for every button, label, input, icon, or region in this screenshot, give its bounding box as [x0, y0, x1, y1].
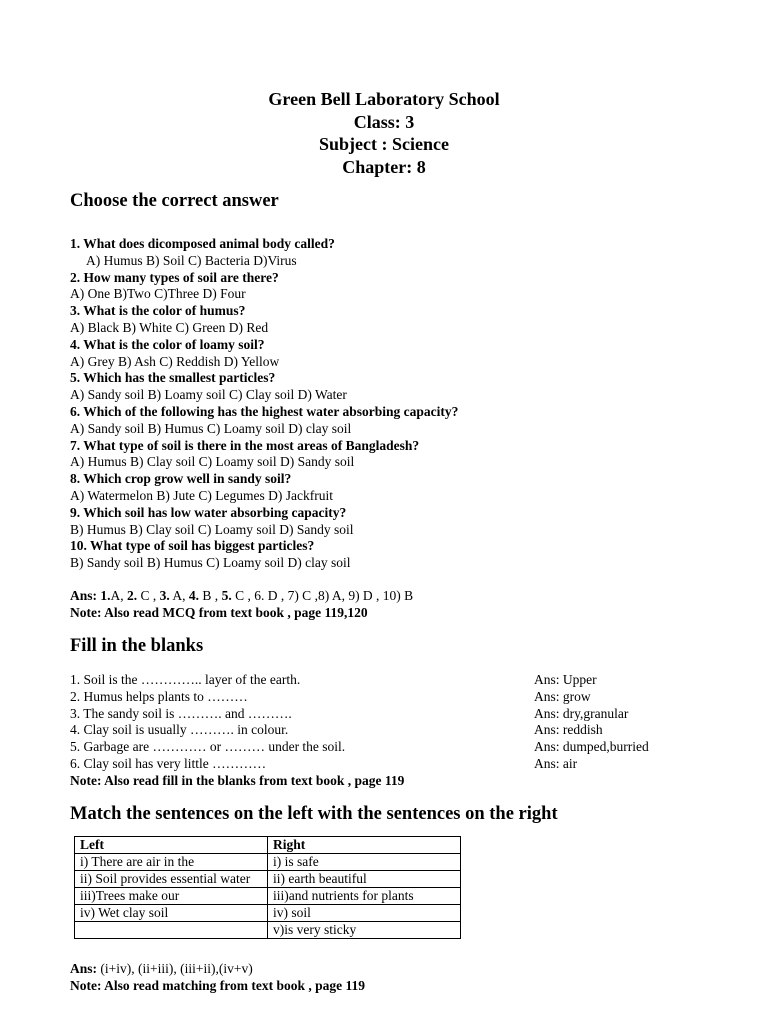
school-name: Green Bell Laboratory School [268, 89, 500, 109]
fill-question: 6. Clay soil has very little ………… [70, 755, 267, 771]
mcq-question: 6. Which of the following has the highest water absorbing capacity? [70, 403, 459, 419]
answer-num: 3. [159, 588, 170, 603]
mcq-question: 1. What does dicomposed animal body called? [70, 236, 335, 251]
fill-question: 5. Garbage are ………… or ……… under the soil. [70, 739, 346, 755]
fill-answer: Ans: Upper [534, 672, 597, 687]
answer-val: A, [110, 588, 128, 603]
match-table [74, 836, 461, 939]
mcq-options: A) Humus B) Soil C) Bacteria D)Virus [86, 252, 297, 268]
fill-question: 4. Clay soil is usually ………. in colour. [70, 722, 289, 738]
mcq-question: 2. How many types of soil are there? [70, 269, 279, 285]
answer-val: C , [137, 588, 160, 603]
mcq-answer-prefix: Ans: [70, 588, 101, 603]
fill-question: 3. The sandy soil is ………. and ………. [70, 705, 292, 721]
mcq-options: A) Humus B) Clay soil C) Loamy soil D) Sandy soil [70, 454, 355, 470]
mcq-options: A) Grey B) Ash C) Reddish D) Yellow [70, 353, 280, 369]
mcq-question: 8. Which crop grow well in sandy soil? [70, 471, 292, 487]
match-left-cell: iv) Wet clay soil [75, 905, 268, 922]
match-right-cell: ii) earth beautiful [268, 871, 461, 888]
mcq-answer-line [70, 588, 413, 605]
match-row [75, 905, 461, 922]
fill-answer: Ans: dumped,burried [534, 739, 649, 755]
mcq-heading: Choose the correct answer [70, 191, 279, 211]
fill-question: 1. Soil is the ………….. layer of the earth. [70, 672, 301, 687]
mcq-question: 7. What type of soil is there in the most areas of Bangladesh? [70, 437, 420, 453]
fill-item [70, 706, 710, 723]
fill-item [70, 689, 710, 706]
match-heading: Match the sentences on the left with the sentences on the right [70, 804, 558, 824]
mcq-question: 4. What is the color of loamy soil? [70, 336, 265, 352]
answer-num: 1. [100, 588, 111, 603]
match-answer-text: (i+iv), (ii+iii), (iii+ii),(iv+v) [97, 961, 253, 976]
match-right-cell: v)is very sticky [268, 922, 461, 939]
mcq-options: A) One B)Two C)Three D) Four [70, 286, 246, 302]
match-row [75, 888, 461, 905]
mcq-answer-block [70, 588, 413, 622]
match-answer-line [70, 961, 365, 978]
col-left-header: Left [75, 837, 268, 854]
mcq-options: B) Humus B) Clay soil C) Loamy soil D) Sandy soil [70, 521, 354, 537]
match-left-cell: iii)Trees make our [75, 888, 268, 905]
class-label: Class: 3 [353, 111, 415, 132]
match-table-header [75, 837, 461, 854]
match-answer-block [70, 961, 365, 995]
fill-item [70, 756, 710, 773]
mcq-options: A) Sandy soil B) Loamy soil C) Clay soil D) Water [70, 387, 347, 403]
answer-val: A, [169, 588, 189, 603]
mcq-options: B) Sandy soil B) Humus C) Loamy soil D) clay soil [70, 555, 351, 571]
answer-val: B , [199, 588, 222, 603]
match-row [75, 871, 461, 888]
mcq-question: 3. What is the color of humus? [70, 303, 246, 319]
match-answer-label: Ans: [70, 961, 98, 976]
fill-answer: Ans: dry,granular [534, 705, 629, 721]
match-row [75, 854, 461, 871]
fill-item [70, 739, 710, 756]
fill-heading: Fill in the blanks [70, 636, 204, 656]
mcq-question: 10. What type of soil has biggest particles? [70, 538, 315, 554]
match-right-cell: iv) soil [268, 905, 461, 922]
mcq-options: A) Watermelon B) Jute C) Legumes D) Jackfruit [70, 487, 333, 503]
match-left-cell [75, 922, 268, 939]
match-row [75, 922, 461, 939]
mcq-question: 5. Which has the smallest particles? [70, 370, 276, 386]
fill-blanks-list [70, 672, 710, 790]
fill-answer: Ans: air [534, 755, 578, 771]
mcq-question-list [70, 236, 458, 572]
answer-num: 5. [221, 588, 232, 603]
mcq-question: 9. Which soil has low water absorbing capacity? [70, 504, 347, 520]
mcq-note: Note: Also read MCQ from text book , page 119,120 [70, 604, 368, 620]
mcq-options: A) Black B) White C) Green D) Red [70, 319, 269, 335]
match-right-cell: iii)and nutrients for plants [268, 888, 461, 905]
fill-item [70, 722, 710, 739]
fill-note: Note: Also read fill in the blanks from text book , page 119 [70, 772, 405, 788]
fill-question: 2. Humus helps plants to ……… [70, 688, 248, 704]
match-left-cell: ii) Soil provides essential water [75, 871, 268, 888]
answer-val: C , 6. D , 7) C ,8) A, 9) D , 10) B [231, 588, 414, 603]
match-right-cell: i) is safe [268, 854, 461, 871]
fill-answer: Ans: grow [534, 688, 591, 704]
mcq-options: A) Sandy soil B) Humus C) Loamy soil D) clay soil [70, 420, 352, 436]
answer-num: 2. [127, 588, 138, 603]
subject-label: Subject : Science [319, 134, 449, 154]
document-header [0, 88, 768, 178]
col-right-header: Right [268, 837, 461, 854]
fill-answer: Ans: reddish [534, 722, 603, 738]
answer-num: 4. [188, 588, 200, 603]
match-left-cell: i) There are air in the [75, 854, 268, 871]
fill-item [70, 672, 710, 689]
match-note: Note: Also read matching from text book , page 119 [70, 977, 365, 993]
chapter-label: Chapter: 8 [342, 156, 426, 177]
